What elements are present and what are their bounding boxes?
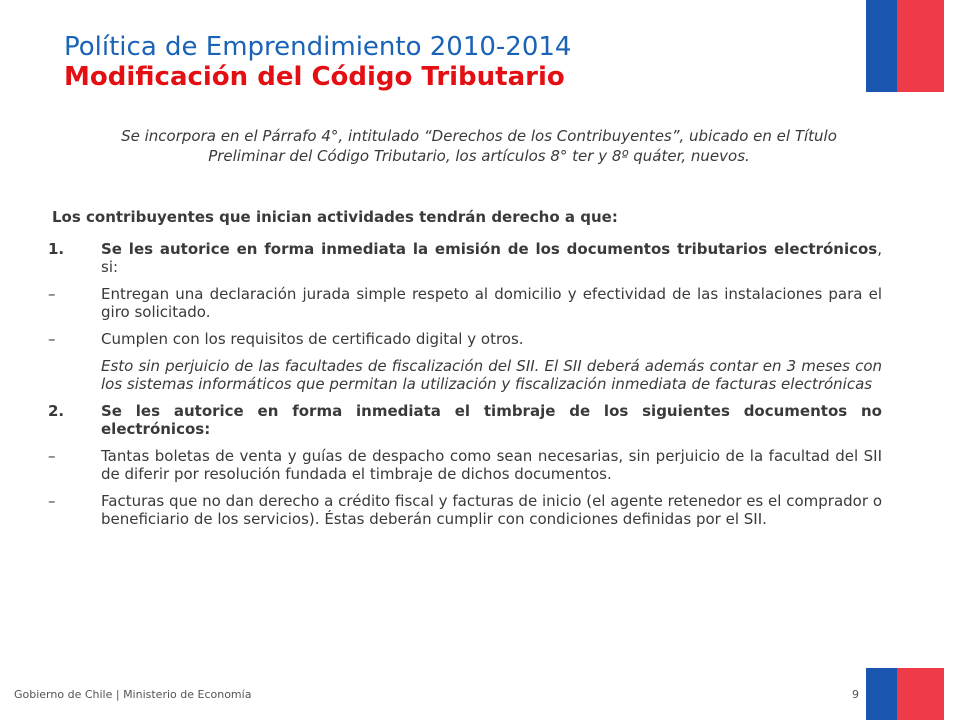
- chile-flag-bar-bottom: [866, 668, 944, 720]
- list-item: [48, 285, 882, 321]
- list-item-text: Facturas que no dan derecho a crédito fiscal y facturas de inicio (el agente retenedor es el comprador o beneficiario de los servicios). Éstas deberán cumplir con condiciones definidas por el SII.: [101, 492, 882, 528]
- chile-flag-bar-top: [866, 0, 944, 92]
- list-item: [48, 402, 882, 438]
- flag-red-stripe: [897, 668, 944, 720]
- list-item: [48, 447, 882, 483]
- list-dash: –: [48, 492, 56, 510]
- footer-organization: Gobierno de Chile | Ministerio de Economía: [14, 688, 252, 701]
- rights-list: [48, 240, 882, 537]
- list-dash: –: [48, 285, 56, 303]
- list-item-text: [101, 240, 882, 276]
- list-item-rest: , si:: [101, 240, 882, 276]
- intro-paragraph: Se incorpora en el Párrafo 4°, intitulado “Derechos de los Contribuyentes”, ubicado en el Título Preliminar del Código Tributario, los artículos 8° ter y 8º quáter, nuevos.: [121, 127, 837, 165]
- list-dash: –: [48, 330, 56, 348]
- lead-sentence: Los contribuyentes que inician actividades tendrán derecho a que:: [52, 208, 618, 226]
- list-number: 1.: [48, 240, 65, 258]
- slide-title: [64, 32, 864, 92]
- list-item-bold: Se les autorice en forma inmediata la emisión de los documentos tributarios electrónicos: [101, 240, 878, 258]
- title-line-2: Modificación del Código Tributario: [64, 62, 565, 92]
- list-item-text: Se les autorice en forma inmediata el timbraje de los siguientes documentos no electrónicos:: [101, 402, 882, 438]
- list-dash: –: [48, 447, 56, 465]
- list-item-text: Entregan una declaración jurada simple respeto al domicilio y efectividad de las instalaciones para el giro solicitado.: [101, 285, 882, 321]
- flag-blue-stripe: [866, 668, 897, 720]
- list-item: [48, 357, 882, 393]
- list-item-text: Tantas boletas de venta y guías de despacho como sean necesarias, sin perjuicio de la facultad del SII de diferir por resolución fundada el timbraje de dichos documentos.: [101, 447, 882, 483]
- list-indent: [48, 357, 101, 393]
- list-item: [48, 330, 882, 348]
- list-number: 2.: [48, 402, 65, 420]
- flag-blue-stripe: [866, 0, 897, 92]
- title-line-1: Política de Emprendimiento 2010-2014: [64, 32, 572, 62]
- list-item-text: Cumplen con los requisitos de certificado digital y otros.: [101, 330, 524, 348]
- list-item: [48, 240, 882, 276]
- flag-red-stripe: [897, 0, 944, 92]
- page-number: 9: [852, 688, 859, 701]
- list-item: [48, 492, 882, 528]
- list-item-note: Esto sin perjuicio de las facultades de fiscalización del SII. El SII deberá además contar en 3 meses con los sistemas informáticos que permitan la utilización y fiscalización inmediata de facturas electrónicas: [101, 357, 882, 393]
